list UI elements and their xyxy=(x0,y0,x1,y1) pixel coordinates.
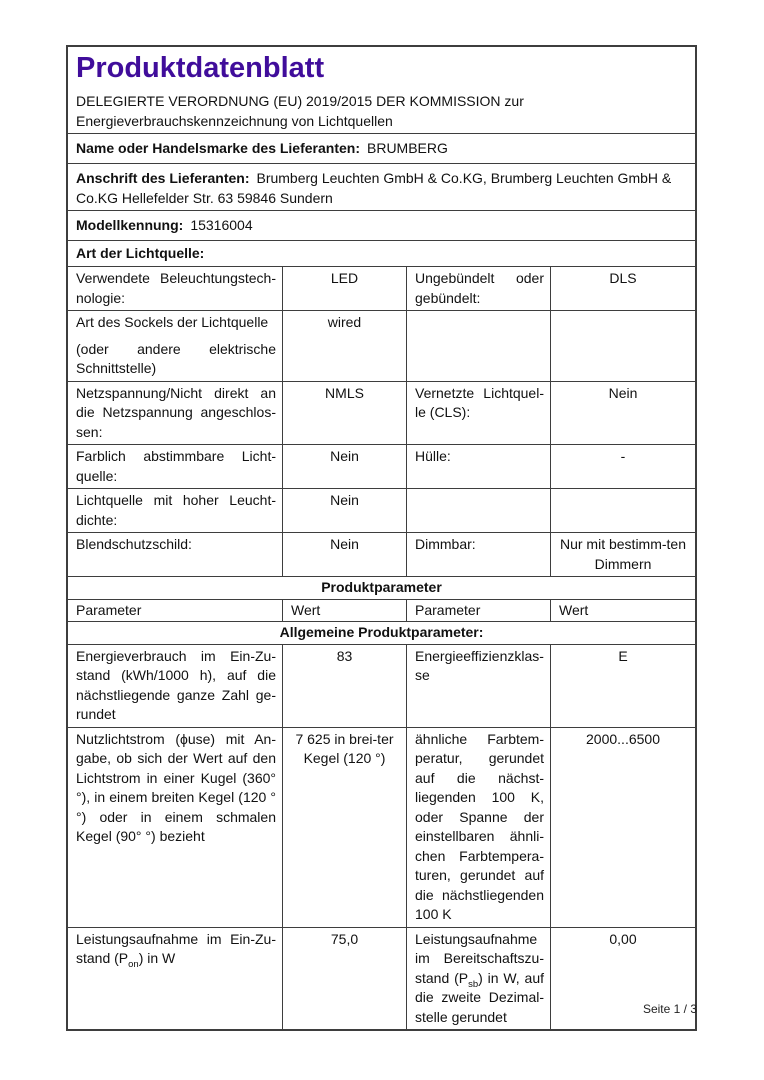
param-cell xyxy=(406,311,550,381)
column-header-parameter-2: Parameter xyxy=(406,600,550,622)
param-text-post: ) in W, auf die zweite Dezimal-stelle gerundet xyxy=(415,969,544,1025)
allgemeine-produktparameter-title: Allgemeine Produktparameter: xyxy=(68,621,695,644)
value-cell: NMLS xyxy=(282,382,406,445)
value-cell xyxy=(550,311,695,381)
value-cell: 2000...6500 xyxy=(550,728,695,927)
table-row xyxy=(68,488,695,532)
value-cell: 83 xyxy=(282,645,406,727)
param-paragraph-1: Art des Sockels der Lichtquelle xyxy=(76,314,269,330)
param-paragraph-2: (oder andere elektrische Schnittstelle) xyxy=(76,340,276,376)
value-cell: Nein xyxy=(282,489,406,532)
value-cell: LED xyxy=(282,267,406,310)
model-id-label: Modellkennung: xyxy=(76,217,184,233)
param-cell: Dimmbar: xyxy=(406,533,550,576)
value-cell: E xyxy=(550,645,695,727)
column-header-wert-1: Wert xyxy=(282,600,406,622)
param-cell xyxy=(68,928,282,1030)
art-der-lichtquelle-heading-row xyxy=(68,240,695,266)
table-row xyxy=(68,927,695,1030)
value-cell xyxy=(550,489,695,532)
table-row xyxy=(68,266,695,310)
param-cell xyxy=(68,311,282,381)
doc-subtitle: DELEGIERTE VERORDNUNG (EU) 2019/2015 DER KOMMISSION zur Energieverbrauchskennzeichnung von Lichtquellen xyxy=(76,93,524,129)
column-header-parameter-1: Parameter xyxy=(76,601,142,618)
param-cell: Energieeffizienzklas-se xyxy=(406,645,550,727)
value-cell: Nein xyxy=(550,382,695,445)
table-row xyxy=(68,381,695,445)
supplier-address-value: Brumberg Leuchten GmbH & Co.KG, Brumberg Leuchten GmbH & Co.KG Hellefelder Str. 63 59846 Sundern xyxy=(76,170,672,206)
param-cell: Energieverbrauch im Ein-Zu-stand (kWh/1000 h), auf die nächstliegende ganze Zahl ge-rundet xyxy=(76,647,276,722)
doc-title: Produktdatenblatt xyxy=(76,52,325,84)
value-cell: 7 625 in brei-ter Kegel (120 °) xyxy=(282,728,406,927)
param-cell: Vernetzte Lichtquel-le (CLS): xyxy=(406,382,550,445)
param-cell: Farblich abstimmbare Licht-quelle: xyxy=(76,448,276,484)
value-cell: Nein xyxy=(282,445,406,488)
table-row xyxy=(68,644,695,727)
produktparameter-section-title: Produktparameter xyxy=(68,576,695,599)
param-text-post: ) in W xyxy=(138,950,176,966)
datasheet-table xyxy=(66,45,697,1031)
param-cell xyxy=(406,928,550,1030)
param-subscript: on xyxy=(128,958,139,970)
supplier-address-label: Anschrift des Lieferanten: xyxy=(76,170,250,186)
value-cell: Nur mit bestimm-ten Dimmern xyxy=(550,533,695,576)
model-id-value: 15316004 xyxy=(190,217,253,233)
art-der-lichtquelle-heading: Art der Lichtquelle: xyxy=(76,245,205,261)
value-cell: wired xyxy=(282,311,406,381)
value-cell: 0,00 xyxy=(550,928,695,1030)
header-block xyxy=(68,47,695,133)
param-cell: Blendschutzschild: xyxy=(76,536,192,552)
param-cell: Netzspannung/Nicht direkt an die Netzspannung angeschlos-sen: xyxy=(76,384,276,440)
table-row xyxy=(68,444,695,488)
supplier-address-row xyxy=(68,163,695,210)
value-cell: Nein xyxy=(282,533,406,576)
param-cell: Ungebündelt oder gebündelt: xyxy=(406,267,550,310)
param-cell: Nutzlichtstrom (ϕuse) mit An-gabe, ob sich der Wert auf den Lichtstrom in einer Kugel (360° °), in einem breiten Kegel (120 °°) oder in einem schmalen Kegel (90° °) bezieht xyxy=(76,730,276,844)
param-cell: Verwendete Beleuchtungstech-nologie: xyxy=(76,270,276,306)
supplier-name-row xyxy=(68,133,695,163)
param-cell: ähnliche Farbtem-peratur, gerundet auf die nächst-liegenden 100 K, oder Spanne der einstellbaren ähnli-chen Farbtempera-turen, gerundet auf die nächstliegenden 100 K xyxy=(406,728,550,927)
column-header-row xyxy=(68,599,695,622)
table-row xyxy=(68,532,695,576)
param-subscript: sb xyxy=(468,978,479,990)
value-cell: - xyxy=(550,445,695,488)
table-row xyxy=(68,727,695,927)
supplier-name-label: Name oder Handelsmarke des Lieferanten: xyxy=(76,140,360,156)
param-cell: Hülle: xyxy=(406,445,550,488)
param-text-pre: Leistungsaufnahme im Bereitschaftszu-stand (P xyxy=(415,930,544,986)
column-header-wert-2: Wert xyxy=(550,600,695,622)
param-cell: Lichtquelle mit hoher Leucht-dichte: xyxy=(76,492,276,528)
value-cell: DLS xyxy=(550,267,695,310)
model-id-row xyxy=(68,210,695,240)
value-cell: 75,0 xyxy=(282,928,406,1030)
table-row xyxy=(68,310,695,381)
page-number: Seite 1 / 3 xyxy=(642,1002,697,1016)
param-cell xyxy=(406,489,550,532)
param-text-pre: Leistungsaufnahme im Ein-Zu-stand (P xyxy=(76,930,276,966)
supplier-name-value: BRUMBERG xyxy=(367,140,448,156)
